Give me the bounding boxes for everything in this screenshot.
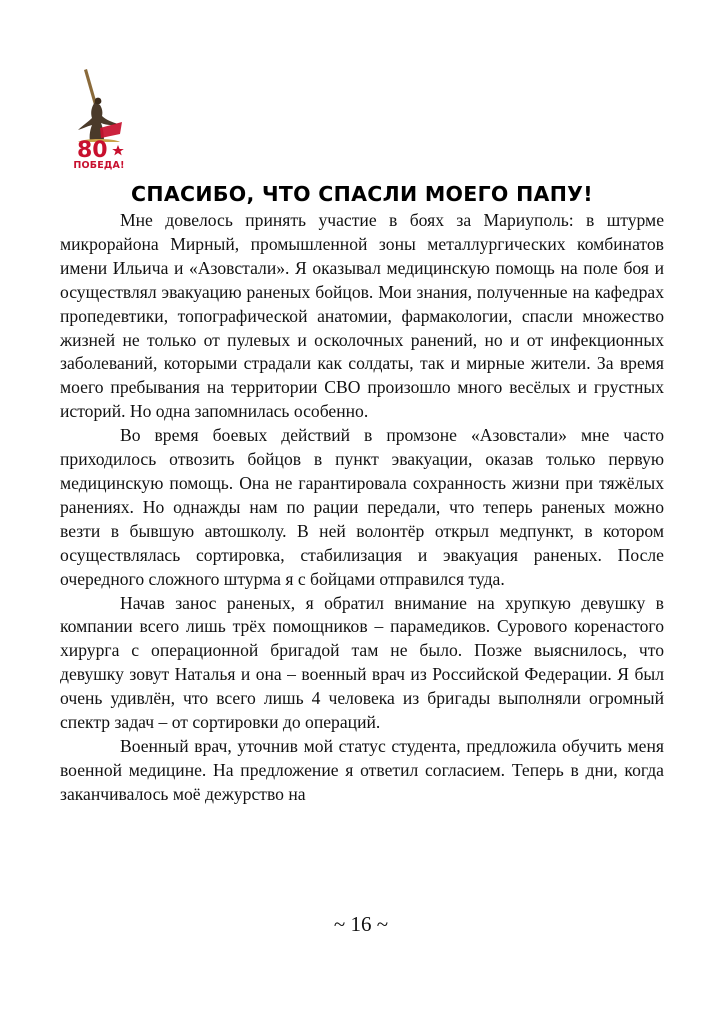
svg-text:80: 80 bbox=[77, 138, 108, 160]
article-body bbox=[60, 209, 664, 807]
logo-caption: ПОБЕДА! bbox=[73, 160, 125, 171]
motherland-calls-statue-icon bbox=[70, 68, 128, 160]
paragraph: Начав занос раненых, я обратил внимание на хрупкую девушку в компании всего лишь трёх помощников – парамедиков. Сурового коренастого хирурга с операционной бригадой там не было. Позже выяснилось, что девушку зовут Наталья и она – военный врач из Российской Федерации. Я был очень удивлён, что всего лишь 4 человека из бригады выполняли огромный спектр задач – от сортировки до операций. bbox=[60, 592, 664, 733]
paragraph: Во время боевых действий в промзоне «Азовстали» мне часто приходилось отвозить бойцов в пункт эвакуации, оказав только первую медицинскую помощь. Она не гарантировала сохранность жизни при тяжёлых ранениях. Но однажды нам по рации передали, что теперь раненых можно везти в бывшую автошколу. В ней волонтёр открыл медпункт, в котором осуществлялась сортировка, стабилизация и эвакуация раненых. После очередного сложного штурма я с бойцами отправился туда. bbox=[60, 425, 664, 589]
paragraph: Мне довелось принять участие в боях за Мариуполь: в штурме микрорайона Мирный, промышленной зоны металлургических комбинатов имени Ильича и «Азовстали». Я оказывал медицинскую помощь на поле боя и осуществлял эвакуацию раненых бойцов. Мои знания, полученные на кафедрах пропедевтики, топографической анатомии, фармакологии, спасли множество жизней не только от пулевых и осколочных ранений, но и от инфекционных заболеваний, которыми страдали как солдаты, так и мирные жители. За время моего пребывания на территории СВО произошло много весёлых и грустных историй. Но одна запомнилась особенно. bbox=[60, 210, 664, 422]
article-title: СПАСИБО, ЧТО СПАСЛИ МОЕГО ПАПУ! bbox=[131, 182, 593, 206]
paragraph: Военный врач, уточнив мой статус студента, предложила обучить меня военной медицине. На предложение я ответил согласием. Теперь в дни, когда заканчивалось моё дежурство на bbox=[60, 735, 664, 804]
page-number: ~ 16 ~ bbox=[333, 912, 389, 936]
victory-80-logo bbox=[70, 68, 128, 174]
